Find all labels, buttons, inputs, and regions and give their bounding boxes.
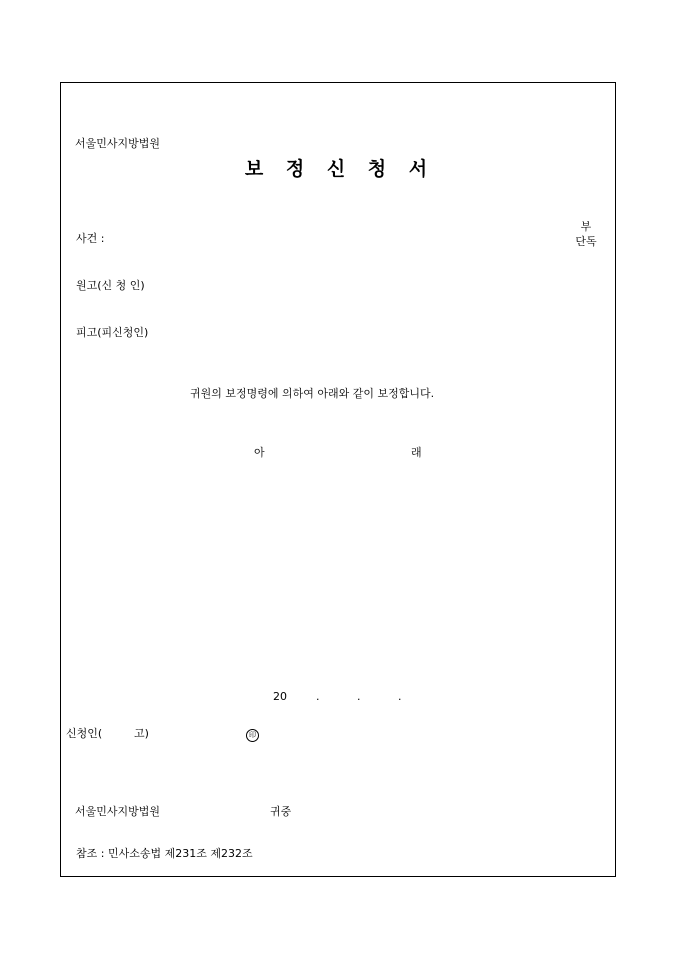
date-dot: . — [398, 690, 402, 703]
seal-icon: 印 — [246, 729, 259, 742]
plaintiff-label: 원고(신 청 인) — [76, 279, 145, 292]
form-border — [60, 82, 616, 877]
applicant-role: 고) — [134, 727, 149, 740]
court-header: 서울민사지방법원 — [75, 137, 161, 150]
defendant-label: 피고(피신청인) — [76, 326, 149, 339]
footer-court-name: 서울민사지방법원 — [75, 805, 161, 818]
below-right-char: 래 — [411, 446, 422, 459]
case-label: 사건 : — [76, 232, 105, 245]
side-note-line2: 단독 — [575, 235, 597, 248]
statement-text: 귀원의 보정명령에 의하여 아래와 같이 보정합니다. — [190, 387, 435, 400]
footer-honorific: 귀중 — [270, 805, 292, 818]
document-title: 보 정 신 청 서 — [244, 158, 436, 180]
date-dot: . — [357, 690, 361, 703]
side-note-line1: 부 — [580, 220, 592, 233]
reference-note: 참조 : 민사소송법 제231조 제232조 — [76, 847, 253, 860]
below-left-char: 아 — [254, 446, 265, 459]
date-year-prefix: 20 — [273, 690, 287, 703]
date-dot: . — [316, 690, 320, 703]
applicant-label: 신청인( — [66, 727, 103, 740]
side-note — [566, 219, 606, 249]
